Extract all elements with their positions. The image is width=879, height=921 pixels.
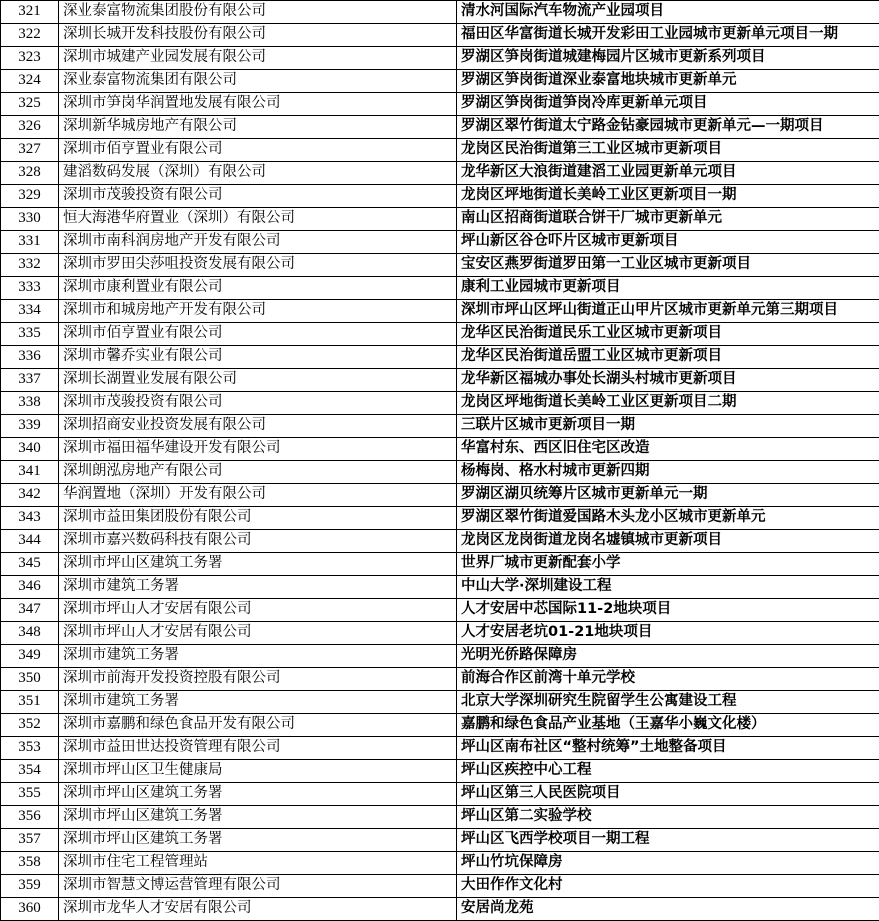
row-project: 坪山区第二实验学校 xyxy=(457,806,879,829)
row-project: 罗湖区翠竹街道爱国路木头龙小区城市更新单元 xyxy=(457,507,879,530)
table-row xyxy=(1,185,879,208)
row-unit: 深圳市佰亨置业有限公司 xyxy=(59,139,457,162)
row-number: 342 xyxy=(1,484,59,507)
row-number: 333 xyxy=(1,277,59,300)
row-project: 龙岗区坪地街道长美岭工业区更新项目二期 xyxy=(457,392,879,415)
row-number: 353 xyxy=(1,737,59,760)
table-row xyxy=(1,507,879,530)
table-row xyxy=(1,622,879,645)
table-row xyxy=(1,599,879,622)
row-unit: 深圳市坪山区建筑工务署 xyxy=(59,553,457,576)
row-project: 深圳市坪山区坪山街道正山甲片区城市更新单元第三期项目 xyxy=(457,300,879,323)
table-row xyxy=(1,1,879,24)
row-project: 龙华新区大浪街道建滔工业园更新单元项目 xyxy=(457,162,879,185)
row-unit: 深圳市嘉兴数码科技有限公司 xyxy=(59,530,457,553)
table-row xyxy=(1,415,879,438)
table-row xyxy=(1,392,879,415)
row-project: 龙华新区福城办事处长湖头村城市更新项目 xyxy=(457,369,879,392)
row-project: 华富村东、西区旧住宅区改造 xyxy=(457,438,879,461)
row-unit: 深圳市建筑工务署 xyxy=(59,691,457,714)
row-number: 338 xyxy=(1,392,59,415)
row-project: 龙岗区民治街道第三工业区城市更新项目 xyxy=(457,139,879,162)
row-number: 350 xyxy=(1,668,59,691)
row-number: 341 xyxy=(1,461,59,484)
row-project: 北京大学深圳研究生院留学生公寓建设工程 xyxy=(457,691,879,714)
row-unit: 深圳市茂骏投资有限公司 xyxy=(59,392,457,415)
row-project: 罗湖区笋岗街道笋岗冷库更新单元项目 xyxy=(457,93,879,116)
row-number: 329 xyxy=(1,185,59,208)
row-number: 330 xyxy=(1,208,59,231)
row-number: 356 xyxy=(1,806,59,829)
table-row xyxy=(1,783,879,806)
table-row xyxy=(1,645,879,668)
row-unit: 深圳市坪山区建筑工务署 xyxy=(59,806,457,829)
row-number: 347 xyxy=(1,599,59,622)
row-project: 嘉鹏和绿色食品产业基地（王嘉华小巍文化楼） xyxy=(457,714,879,737)
row-unit: 深圳市龙华人才安居有限公司 xyxy=(59,898,457,921)
row-project: 大田作作文化村 xyxy=(457,875,879,898)
row-unit: 深圳长城开发科技股份有限公司 xyxy=(59,24,457,47)
row-project: 清水河国际汽车物流产业园项目 xyxy=(457,1,879,24)
row-project: 南山区招商街道联合饼干厂城市更新单元 xyxy=(457,208,879,231)
table-row xyxy=(1,553,879,576)
row-number: 354 xyxy=(1,760,59,783)
row-number: 335 xyxy=(1,323,59,346)
row-unit: 深圳市益田集团股份有限公司 xyxy=(59,507,457,530)
row-number: 331 xyxy=(1,231,59,254)
row-number: 337 xyxy=(1,369,59,392)
row-unit: 深圳朗泓房地产有限公司 xyxy=(59,461,457,484)
row-unit: 深圳招商安业投资发展有限公司 xyxy=(59,415,457,438)
table-row xyxy=(1,737,879,760)
table-row xyxy=(1,162,879,185)
table-row xyxy=(1,369,879,392)
table-row xyxy=(1,530,879,553)
row-project: 坪山新区谷仓吓片区城市更新项目 xyxy=(457,231,879,254)
row-number: 349 xyxy=(1,645,59,668)
row-unit: 深圳市茂骏投资有限公司 xyxy=(59,185,457,208)
table-row xyxy=(1,576,879,599)
row-project: 龙岗区龙岗街道龙岗名墟镇城市更新项目 xyxy=(457,530,879,553)
row-project: 罗湖区翠竹街道太宁路金钻豪园城市更新单元—一期项目 xyxy=(457,116,879,139)
row-unit: 深圳市坪山人才安居有限公司 xyxy=(59,599,457,622)
row-unit: 深圳市城建产业园发展有限公司 xyxy=(59,47,457,70)
table-row xyxy=(1,139,879,162)
table-row xyxy=(1,300,879,323)
row-number: 352 xyxy=(1,714,59,737)
row-unit: 深圳市嘉鹏和绿色食品开发有限公司 xyxy=(59,714,457,737)
row-unit: 深圳市建筑工务署 xyxy=(59,645,457,668)
row-number: 326 xyxy=(1,116,59,139)
row-unit: 深圳市前海开发投资控股有限公司 xyxy=(59,668,457,691)
row-project: 坪山区南布社区“整村统筹”土地整备项目 xyxy=(457,737,879,760)
table-row xyxy=(1,875,879,898)
row-number: 325 xyxy=(1,93,59,116)
table-row xyxy=(1,484,879,507)
row-project: 罗湖区湖贝统筹片区城市更新单元一期 xyxy=(457,484,879,507)
row-number: 343 xyxy=(1,507,59,530)
table-row xyxy=(1,438,879,461)
row-project: 人才安居老坑01-21地块项目 xyxy=(457,622,879,645)
row-project: 人才安居中芯国际11-2地块项目 xyxy=(457,599,879,622)
row-project: 龙华区民治街道岳盟工业区城市更新项目 xyxy=(457,346,879,369)
row-unit: 深业泰富物流集团有限公司 xyxy=(59,70,457,93)
table-row xyxy=(1,116,879,139)
table-row xyxy=(1,47,879,70)
table-row xyxy=(1,829,879,852)
row-number: 324 xyxy=(1,70,59,93)
row-number: 360 xyxy=(1,898,59,921)
row-unit: 深圳市康利置业有限公司 xyxy=(59,277,457,300)
table-row xyxy=(1,231,879,254)
row-unit: 深圳市坪山人才安居有限公司 xyxy=(59,622,457,645)
row-number: 322 xyxy=(1,24,59,47)
row-project: 光明光侨路保障房 xyxy=(457,645,879,668)
row-number: 339 xyxy=(1,415,59,438)
row-number: 358 xyxy=(1,852,59,875)
row-project: 杨梅岗、格水村城市更新四期 xyxy=(457,461,879,484)
row-project: 罗湖区笋岗街道城建梅园片区城市更新系列项目 xyxy=(457,47,879,70)
table-row xyxy=(1,254,879,277)
row-unit: 建滔数码发展（深圳）有限公司 xyxy=(59,162,457,185)
row-unit: 深圳市坪山区建筑工务署 xyxy=(59,829,457,852)
row-number: 336 xyxy=(1,346,59,369)
row-project: 安居尚龙苑 xyxy=(457,898,879,921)
row-project: 福田区华富街道长城开发彩田工业园城市更新单元项目一期 xyxy=(457,24,879,47)
table-row xyxy=(1,668,879,691)
row-unit: 深圳市馨乔实业有限公司 xyxy=(59,346,457,369)
table-row xyxy=(1,277,879,300)
row-project: 坪山区第三人民医院项目 xyxy=(457,783,879,806)
row-unit: 华润置地（深圳）开发有限公司 xyxy=(59,484,457,507)
row-number: 328 xyxy=(1,162,59,185)
table-row xyxy=(1,898,879,921)
row-project: 坪山区疾控中心工程 xyxy=(457,760,879,783)
row-unit: 深圳市和城房地产开发有限公司 xyxy=(59,300,457,323)
row-unit: 深圳市笋岗华润置地发展有限公司 xyxy=(59,93,457,116)
table-row xyxy=(1,691,879,714)
row-unit: 深圳市罗田尖莎咀投资发展有限公司 xyxy=(59,254,457,277)
row-number: 334 xyxy=(1,300,59,323)
table-row xyxy=(1,24,879,47)
row-unit: 深圳市南科润房地产开发有限公司 xyxy=(59,231,457,254)
row-unit: 深圳长湖置业发展有限公司 xyxy=(59,369,457,392)
row-unit: 深圳市住宅工程管理站 xyxy=(59,852,457,875)
row-project: 前海合作区前湾十单元学校 xyxy=(457,668,879,691)
row-number: 327 xyxy=(1,139,59,162)
row-project: 康利工业园城市更新项目 xyxy=(457,277,879,300)
row-project: 中山大学·深圳建设工程 xyxy=(457,576,879,599)
table-row xyxy=(1,461,879,484)
row-unit: 深圳新华城房地产有限公司 xyxy=(59,116,457,139)
table-row xyxy=(1,852,879,875)
row-number: 344 xyxy=(1,530,59,553)
row-project: 罗湖区笋岗街道深业泰富地块城市更新单元 xyxy=(457,70,879,93)
table-row xyxy=(1,760,879,783)
row-unit: 深业泰富物流集团股份有限公司 xyxy=(59,1,457,24)
row-number: 340 xyxy=(1,438,59,461)
table-row xyxy=(1,93,879,116)
row-number: 321 xyxy=(1,1,59,24)
row-project: 宝安区燕罗街道罗田第一工业区城市更新项目 xyxy=(457,254,879,277)
row-project: 龙华区民治街道民乐工业区城市更新项目 xyxy=(457,323,879,346)
table-row xyxy=(1,208,879,231)
row-number: 323 xyxy=(1,47,59,70)
row-unit: 深圳市建筑工务署 xyxy=(59,576,457,599)
row-number: 357 xyxy=(1,829,59,852)
row-number: 332 xyxy=(1,254,59,277)
row-project: 世界厂城市更新配套小学 xyxy=(457,553,879,576)
table-row xyxy=(1,323,879,346)
row-number: 359 xyxy=(1,875,59,898)
table-row xyxy=(1,346,879,369)
row-project: 龙岗区坪地街道长美岭工业区更新项目一期 xyxy=(457,185,879,208)
row-unit: 深圳市智慧文博运营管理有限公司 xyxy=(59,875,457,898)
row-unit: 深圳市佰亨置业有限公司 xyxy=(59,323,457,346)
table-body xyxy=(1,1,879,921)
row-project: 坪山竹坑保障房 xyxy=(457,852,879,875)
row-number: 355 xyxy=(1,783,59,806)
row-number: 351 xyxy=(1,691,59,714)
row-unit: 深圳市坪山区建筑工务署 xyxy=(59,783,457,806)
row-number: 348 xyxy=(1,622,59,645)
row-number: 345 xyxy=(1,553,59,576)
row-unit: 恒大海港华府置业（深圳）有限公司 xyxy=(59,208,457,231)
row-number: 346 xyxy=(1,576,59,599)
table-row xyxy=(1,70,879,93)
table-row xyxy=(1,806,879,829)
table-row xyxy=(1,714,879,737)
row-unit: 深圳市福田福华建设开发有限公司 xyxy=(59,438,457,461)
row-unit: 深圳市益田世达投资管理有限公司 xyxy=(59,737,457,760)
row-unit: 深圳市坪山区卫生健康局 xyxy=(59,760,457,783)
row-project: 三联片区城市更新项目一期 xyxy=(457,415,879,438)
row-project: 坪山区飞西学校项目一期工程 xyxy=(457,829,879,852)
